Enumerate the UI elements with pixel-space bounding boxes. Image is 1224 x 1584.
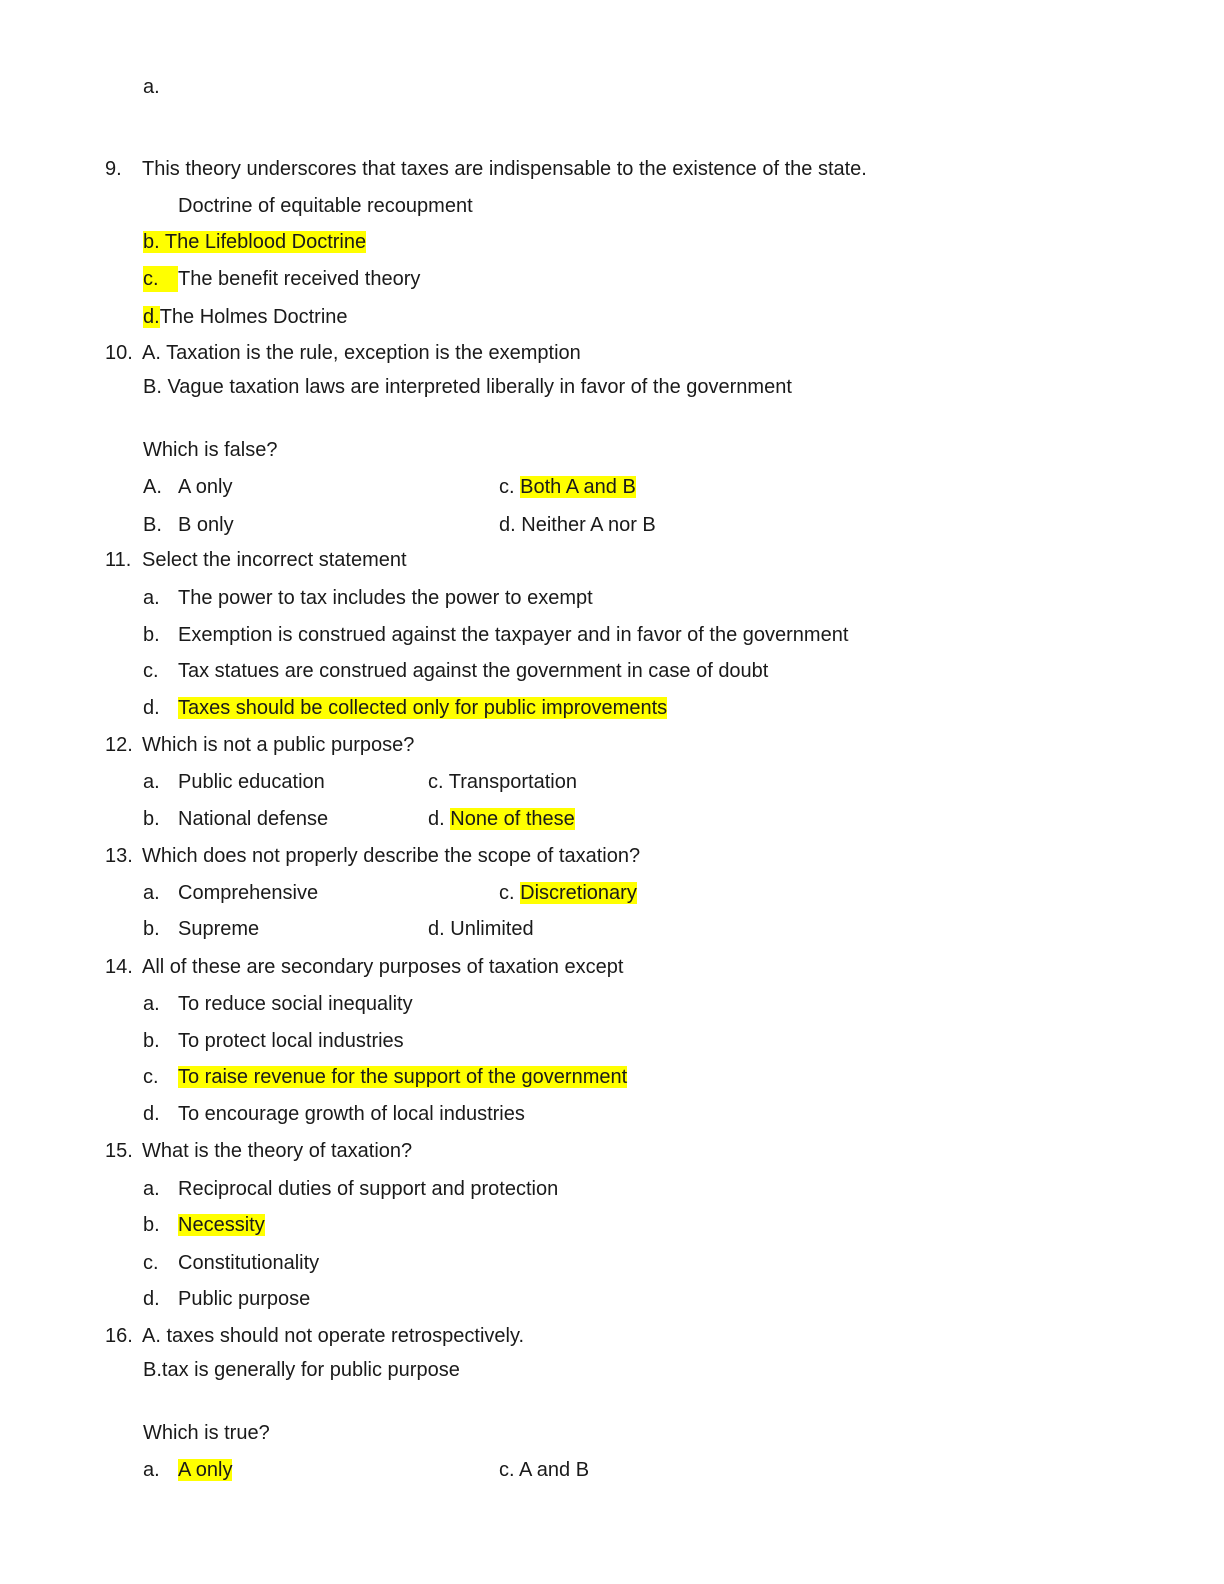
- question-9-option-a-text: Doctrine of equitable recoupment: [178, 195, 473, 217]
- question-10-option-c: [499, 474, 636, 500]
- question-12-option-d-text: None of these: [450, 808, 575, 830]
- question-11-option-c-letter: c.: [143, 660, 159, 682]
- question-16-stem: A. taxes should not operate retrospectively.: [142, 1325, 525, 1347]
- question-15-option-b-text: Necessity: [178, 1214, 265, 1236]
- question-12-option-d: [428, 806, 575, 832]
- question-15-stem: What is the theory of taxation?: [142, 1140, 413, 1162]
- question-9-option-d-letter: d.: [143, 306, 160, 328]
- question-9-option-d: [143, 304, 348, 330]
- question-10-option-c-text: Both A and B: [520, 476, 636, 498]
- question-9-option-c-text: The benefit received theory: [178, 268, 421, 290]
- question-14-option-c-text: To raise revenue for the support of the government: [178, 1066, 628, 1088]
- question-12-option-d-letter: d.: [428, 808, 445, 830]
- question-11-option-d: [178, 695, 667, 721]
- question-16-option-c-letter: c.: [499, 1459, 515, 1481]
- question-9-option-c: [143, 266, 420, 292]
- question-10-option-B-letter: B.: [143, 514, 162, 536]
- question-13-option-a-text: Comprehensive: [178, 882, 319, 904]
- question-11-option-d-letter: d.: [143, 697, 160, 719]
- question-10-number: 10.: [105, 342, 133, 364]
- question-15-option-d-text: Public purpose: [178, 1288, 311, 1310]
- question-10-option-c-letter: c.: [499, 476, 515, 498]
- question-13-option-d-letter: d.: [428, 918, 445, 940]
- top-fragment: a.: [143, 76, 160, 98]
- question-11-option-a-letter: a.: [143, 587, 160, 609]
- question-13-option-b-text: Supreme: [178, 918, 260, 940]
- question-12-option-a-letter: a.: [143, 771, 160, 793]
- question-15-option-b: [178, 1212, 265, 1238]
- question-15-option-a-letter: a.: [143, 1178, 160, 1200]
- question-14-option-a-letter: a.: [143, 993, 160, 1015]
- question-14-number: 14.: [105, 956, 133, 978]
- question-12-option-c-text: Transportation: [448, 771, 577, 793]
- question-16-option-a-letter: a.: [143, 1459, 160, 1481]
- question-16-option-c: [499, 1457, 589, 1483]
- question-16-stem-2: B.tax is generally for public purpose: [143, 1359, 460, 1381]
- question-12-option-c-letter: c.: [428, 771, 444, 793]
- question-10-stem-2: B. Vague taxation laws are interpreted liberally in favor of the government: [143, 376, 792, 398]
- question-10-option-A-letter: A.: [143, 476, 162, 498]
- question-11-option-d-text: Taxes should be collected only for public improvements: [178, 697, 668, 719]
- question-11-number: 11.: [105, 549, 132, 571]
- question-10-option-d: [499, 512, 656, 538]
- question-9-option-b: [143, 229, 366, 255]
- question-13-option-a-letter: a.: [143, 882, 160, 904]
- question-13-option-c-text: Discretionary: [520, 882, 637, 904]
- question-13-option-d-text: Unlimited: [450, 918, 534, 940]
- question-16-number: 16.: [105, 1325, 133, 1347]
- question-16-option-a: [178, 1457, 232, 1483]
- question-12-option-c: [428, 769, 577, 795]
- question-12-stem: Which is not a public purpose?: [142, 734, 415, 756]
- question-14-option-c: [178, 1064, 627, 1090]
- question-9-option-d-text: The Holmes Doctrine: [159, 306, 348, 328]
- question-14-option-d-text: To encourage growth of local industries: [178, 1103, 525, 1125]
- question-12-option-a-text: Public education: [178, 771, 325, 793]
- question-10-option-d-letter: d.: [499, 514, 516, 536]
- question-11-option-c-text: Tax statues are construed against the government in case of doubt: [178, 660, 769, 682]
- question-15-number: 15.: [105, 1140, 133, 1162]
- question-13-option-c-letter: c.: [499, 882, 515, 904]
- question-10-option-A-text: A only: [178, 476, 233, 498]
- question-16-option-a-text: A only: [178, 1459, 233, 1481]
- question-12-option-b-letter: b.: [143, 808, 160, 830]
- question-14-option-d-letter: d.: [143, 1103, 160, 1125]
- question-12-option-b-text: National defense: [178, 808, 329, 830]
- question-15-option-d-letter: d.: [143, 1288, 160, 1310]
- question-11-option-b-text: Exemption is construed against the taxpayer and in favor of the government: [178, 624, 849, 646]
- question-14-option-c-letter: c.: [143, 1066, 159, 1088]
- question-14-option-b-text: To protect local industries: [178, 1030, 404, 1052]
- question-9-number: 9.: [105, 158, 122, 180]
- question-10-stem: A. Taxation is the rule, exception is the exemption: [142, 342, 581, 364]
- question-16-option-c-text: A and B: [519, 1459, 590, 1481]
- question-15-option-b-letter: b.: [143, 1214, 160, 1236]
- question-9-stem: This theory underscores that taxes are indispensable to the existence of the state.: [142, 158, 867, 180]
- question-14-stem: All of these are secondary purposes of taxation except: [142, 956, 624, 978]
- question-12-number: 12.: [105, 734, 133, 756]
- question-14-option-a-text: To reduce social inequality: [178, 993, 413, 1015]
- question-13-stem: Which does not properly describe the scope of taxation?: [142, 845, 641, 867]
- question-13-option-d: [428, 916, 534, 942]
- question-16-prompt: Which is true?: [143, 1422, 270, 1444]
- question-15-option-a-text: Reciprocal duties of support and protection: [178, 1178, 559, 1200]
- question-11-option-b-letter: b.: [143, 624, 160, 646]
- question-15-option-c-letter: c.: [143, 1252, 159, 1274]
- question-9-option-c-letter: c.: [143, 266, 178, 292]
- question-13-option-b-letter: b.: [143, 918, 160, 940]
- question-11-stem: Select the incorrect statement: [142, 549, 407, 571]
- question-13-option-c: [499, 880, 637, 906]
- question-15-option-c-text: Constitutionality: [178, 1252, 320, 1274]
- question-13-number: 13.: [105, 845, 133, 867]
- question-14-option-b-letter: b.: [143, 1030, 160, 1052]
- question-10-option-B-text: B only: [178, 514, 234, 536]
- question-10-prompt: Which is false?: [143, 439, 278, 461]
- question-9-option-b-highlight: b. The Lifeblood Doctrine: [143, 231, 367, 253]
- question-10-option-d-text: Neither A nor B: [521, 514, 656, 536]
- question-11-option-a-text: The power to tax includes the power to exempt: [178, 587, 593, 609]
